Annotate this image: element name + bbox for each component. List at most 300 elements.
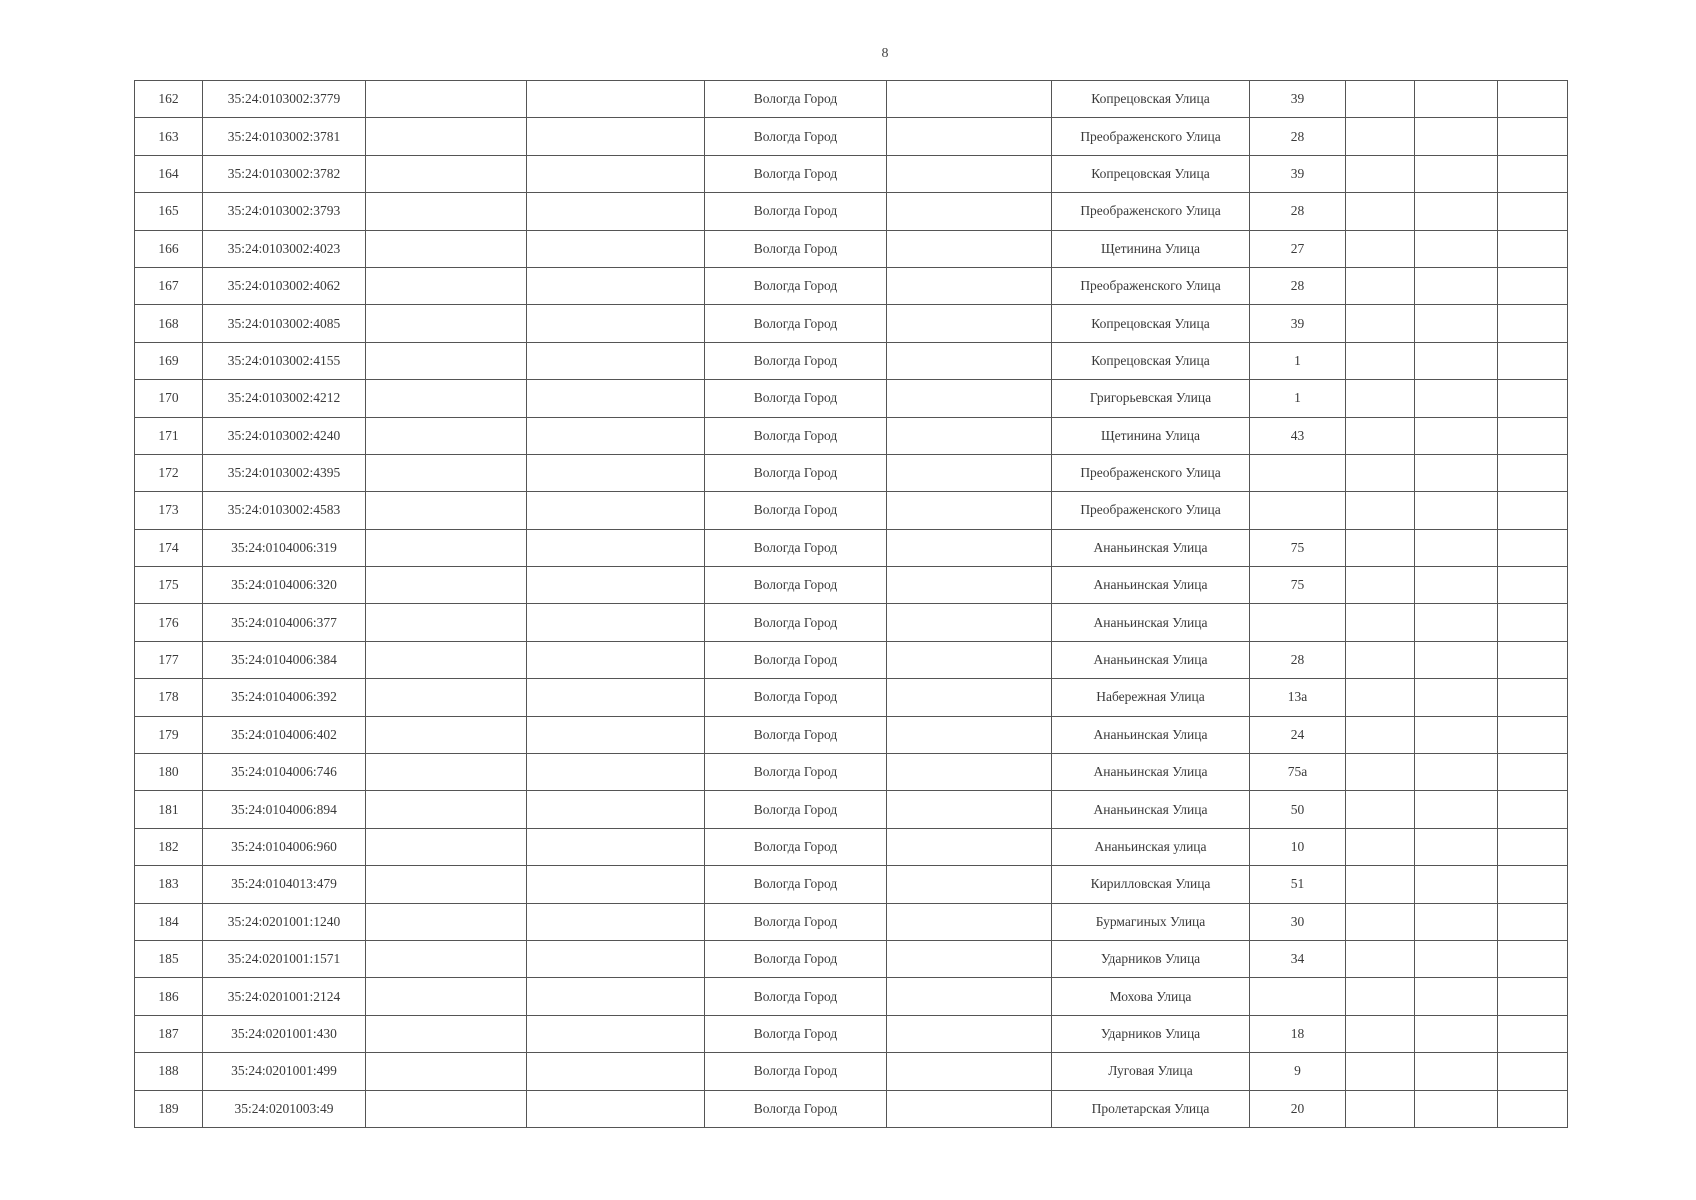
empty-cell [1346,155,1415,192]
empty-cell [1415,492,1498,529]
cadastral-number-cell: 35:24:0104006:402 [203,716,366,753]
row-number-cell: 163 [135,118,203,155]
house-number-cell: 43 [1250,417,1346,454]
empty-cell [366,754,527,791]
house-number-cell: 39 [1250,155,1346,192]
table-row [135,380,1568,417]
cadastral-number-cell: 35:24:0104006:320 [203,567,366,604]
street-cell: Копрецовская Улица [1052,305,1250,342]
street-cell: Луговая Улица [1052,1053,1250,1090]
row-number-cell: 182 [135,828,203,865]
empty-cell [1498,305,1568,342]
empty-cell [527,978,705,1015]
house-number-cell: 28 [1250,641,1346,678]
row-number-cell: 180 [135,754,203,791]
empty-cell [366,567,527,604]
empty-cell [527,305,705,342]
empty-cell [1498,81,1568,118]
empty-cell [1346,230,1415,267]
empty-cell [1498,529,1568,566]
table-row [135,791,1568,828]
empty-cell [366,978,527,1015]
table-row [135,1090,1568,1127]
empty-cell [887,679,1052,716]
cadastral-number-cell: 35:24:0103002:4023 [203,230,366,267]
empty-cell [1415,155,1498,192]
city-cell: Вологда Город [705,1053,887,1090]
empty-cell [1415,567,1498,604]
house-number-cell: 9 [1250,1053,1346,1090]
street-cell: Ананьинская Улица [1052,754,1250,791]
empty-cell [1498,230,1568,267]
empty-cell [1346,417,1415,454]
empty-cell [1346,305,1415,342]
empty-cell [1498,342,1568,379]
empty-cell [366,193,527,230]
empty-cell [1415,1090,1498,1127]
street-cell: Ударников Улица [1052,1015,1250,1052]
empty-cell [887,1015,1052,1052]
empty-cell [1346,716,1415,753]
city-cell: Вологда Город [705,978,887,1015]
empty-cell [366,940,527,977]
table-row [135,641,1568,678]
city-cell: Вологда Город [705,1090,887,1127]
empty-cell [1415,118,1498,155]
cadastral-number-cell: 35:24:0103002:3793 [203,193,366,230]
empty-cell [1346,866,1415,903]
empty-cell [1346,940,1415,977]
empty-cell [887,754,1052,791]
row-number-cell: 166 [135,230,203,267]
empty-cell [1346,118,1415,155]
empty-cell [527,417,705,454]
empty-cell [1498,978,1568,1015]
city-cell: Вологда Город [705,81,887,118]
empty-cell [1415,454,1498,491]
empty-cell [1346,81,1415,118]
row-number-cell: 184 [135,903,203,940]
table-row [135,978,1568,1015]
empty-cell [527,342,705,379]
empty-cell [527,193,705,230]
house-number-cell: 1 [1250,380,1346,417]
empty-cell [1498,641,1568,678]
cadastral-number-cell: 35:24:0103002:4062 [203,267,366,304]
street-cell: Набережная Улица [1052,679,1250,716]
cadastral-number-cell: 35:24:0104006:319 [203,529,366,566]
empty-cell [366,866,527,903]
cadastral-number-cell: 35:24:0103002:4240 [203,417,366,454]
empty-cell [527,866,705,903]
empty-cell [887,866,1052,903]
empty-cell [1346,791,1415,828]
city-cell: Вологда Город [705,754,887,791]
empty-cell [1346,1015,1415,1052]
empty-cell [366,641,527,678]
cadastral-number-cell: 35:24:0104013:479 [203,866,366,903]
street-cell: Преображенского Улица [1052,454,1250,491]
house-number-cell: 34 [1250,940,1346,977]
street-cell: Преображенского Улица [1052,267,1250,304]
table-row [135,903,1568,940]
empty-cell [527,903,705,940]
empty-cell [366,1015,527,1052]
cadastral-number-cell: 35:24:0103002:4155 [203,342,366,379]
city-cell: Вологда Город [705,342,887,379]
cadastral-number-cell: 35:24:0104006:377 [203,604,366,641]
empty-cell [887,604,1052,641]
cadastral-number-cell: 35:24:0104006:392 [203,679,366,716]
table-row [135,417,1568,454]
table-row [135,492,1568,529]
row-number-cell: 187 [135,1015,203,1052]
empty-cell [1346,267,1415,304]
empty-cell [1415,193,1498,230]
empty-cell [1346,679,1415,716]
empty-cell [366,716,527,753]
empty-cell [887,305,1052,342]
house-number-cell: 75 [1250,529,1346,566]
empty-cell [366,305,527,342]
empty-cell [1498,679,1568,716]
empty-cell [527,454,705,491]
house-number-cell: 10 [1250,828,1346,865]
empty-cell [1415,903,1498,940]
empty-cell [1346,641,1415,678]
empty-cell [1415,604,1498,641]
empty-cell [887,1090,1052,1127]
empty-cell [887,903,1052,940]
city-cell: Вологда Город [705,828,887,865]
house-number-cell: 50 [1250,791,1346,828]
street-cell: Ананьинская Улица [1052,791,1250,828]
empty-cell [366,267,527,304]
street-cell: Ананьинская Улица [1052,716,1250,753]
empty-cell [527,679,705,716]
empty-cell [1346,454,1415,491]
empty-cell [527,1090,705,1127]
empty-cell [1498,866,1568,903]
empty-cell [887,417,1052,454]
street-cell: Копрецовская Улица [1052,81,1250,118]
empty-cell [1415,305,1498,342]
city-cell: Вологда Город [705,641,887,678]
empty-cell [1498,380,1568,417]
street-cell: Пролетарская Улица [1052,1090,1250,1127]
empty-cell [887,454,1052,491]
city-cell: Вологда Город [705,567,887,604]
empty-cell [527,567,705,604]
cadastral-number-cell: 35:24:0104006:746 [203,754,366,791]
empty-cell [1498,604,1568,641]
empty-cell [1498,193,1568,230]
row-number-cell: 164 [135,155,203,192]
street-cell: Щетинина Улица [1052,230,1250,267]
empty-cell [1498,1090,1568,1127]
empty-cell [1415,866,1498,903]
empty-cell [1415,1015,1498,1052]
row-number-cell: 176 [135,604,203,641]
empty-cell [527,267,705,304]
empty-cell [1415,417,1498,454]
empty-cell [366,81,527,118]
street-cell: Кирилловская Улица [1052,866,1250,903]
empty-cell [527,791,705,828]
empty-cell [527,940,705,977]
empty-cell [887,529,1052,566]
empty-cell [1346,529,1415,566]
row-number-cell: 185 [135,940,203,977]
empty-cell [366,380,527,417]
empty-cell [527,716,705,753]
cadastral-number-cell: 35:24:0201001:2124 [203,978,366,1015]
city-cell: Вологда Город [705,155,887,192]
street-cell: Ананьинская Улица [1052,641,1250,678]
empty-cell [366,679,527,716]
street-cell: Ананьинская Улица [1052,604,1250,641]
table-row [135,567,1568,604]
cadastral-number-cell: 35:24:0103002:4395 [203,454,366,491]
empty-cell [1415,716,1498,753]
page-number: 8 [881,46,889,61]
cadastral-number-cell: 35:24:0104006:960 [203,828,366,865]
empty-cell [1415,679,1498,716]
empty-cell [1415,529,1498,566]
empty-cell [527,230,705,267]
house-number-cell: 28 [1250,267,1346,304]
cadastral-number-cell: 35:24:0201001:430 [203,1015,366,1052]
city-cell: Вологда Город [705,1015,887,1052]
table-row [135,454,1568,491]
street-cell: Преображенского Улица [1052,492,1250,529]
empty-cell [1498,903,1568,940]
row-number-cell: 173 [135,492,203,529]
city-cell: Вологда Город [705,380,887,417]
city-cell: Вологда Город [705,118,887,155]
empty-cell [1346,193,1415,230]
city-cell: Вологда Город [705,492,887,529]
empty-cell [1498,118,1568,155]
empty-cell [1346,492,1415,529]
empty-cell [887,567,1052,604]
empty-cell [887,1053,1052,1090]
empty-cell [366,155,527,192]
table-row [135,754,1568,791]
empty-cell [1415,828,1498,865]
empty-cell [366,454,527,491]
empty-cell [1415,978,1498,1015]
row-number-cell: 177 [135,641,203,678]
empty-cell [1346,828,1415,865]
empty-cell [887,118,1052,155]
house-number-cell [1250,604,1346,641]
table-row [135,230,1568,267]
city-cell: Вологда Город [705,604,887,641]
house-number-cell [1250,492,1346,529]
empty-cell [887,267,1052,304]
table-row [135,305,1568,342]
city-cell: Вологда Город [705,791,887,828]
empty-cell [887,230,1052,267]
row-number-cell: 183 [135,866,203,903]
city-cell: Вологда Город [705,903,887,940]
empty-cell [1415,1053,1498,1090]
empty-cell [1346,1090,1415,1127]
city-cell: Вологда Город [705,454,887,491]
city-cell: Вологда Город [705,940,887,977]
house-number-cell: 1 [1250,342,1346,379]
cadastral-number-cell: 35:24:0103002:4583 [203,492,366,529]
street-cell: Мохова Улица [1052,978,1250,1015]
empty-cell [366,903,527,940]
cadastral-number-cell: 35:24:0201001:499 [203,1053,366,1090]
house-number-cell: 28 [1250,193,1346,230]
empty-cell [527,492,705,529]
city-cell: Вологда Город [705,305,887,342]
empty-cell [887,978,1052,1015]
empty-cell [527,754,705,791]
empty-cell [527,828,705,865]
empty-cell [1498,267,1568,304]
empty-cell [1498,754,1568,791]
street-cell: Преображенского Улица [1052,118,1250,155]
empty-cell [1415,230,1498,267]
house-number-cell: 13а [1250,679,1346,716]
empty-cell [1498,791,1568,828]
street-cell: Ананьинская Улица [1052,529,1250,566]
house-number-cell: 28 [1250,118,1346,155]
city-cell: Вологда Город [705,529,887,566]
row-number-cell: 169 [135,342,203,379]
street-cell: Ананьинская улица [1052,828,1250,865]
empty-cell [1415,754,1498,791]
city-cell: Вологда Город [705,679,887,716]
empty-cell [527,155,705,192]
house-number-cell: 27 [1250,230,1346,267]
empty-cell [1498,454,1568,491]
empty-cell [1415,267,1498,304]
empty-cell [1498,940,1568,977]
cadastral-number-cell: 35:24:0103002:3779 [203,81,366,118]
row-number-cell: 162 [135,81,203,118]
empty-cell [887,342,1052,379]
city-cell: Вологда Город [705,267,887,304]
house-number-cell: 51 [1250,866,1346,903]
empty-cell [1498,1015,1568,1052]
row-number-cell: 188 [135,1053,203,1090]
empty-cell [527,604,705,641]
empty-cell [887,380,1052,417]
table-row [135,679,1568,716]
house-number-cell: 39 [1250,81,1346,118]
house-number-cell: 39 [1250,305,1346,342]
empty-cell [1415,641,1498,678]
cadastral-number-cell: 35:24:0201001:1571 [203,940,366,977]
cadastral-number-cell: 35:24:0103002:4212 [203,380,366,417]
empty-cell [366,1053,527,1090]
house-number-cell [1250,454,1346,491]
empty-cell [887,641,1052,678]
empty-cell [366,791,527,828]
table-row [135,118,1568,155]
table-row [135,828,1568,865]
house-number-cell: 24 [1250,716,1346,753]
empty-cell [366,118,527,155]
table-row [135,193,1568,230]
row-number-cell: 168 [135,305,203,342]
empty-cell [527,641,705,678]
house-number-cell [1250,978,1346,1015]
empty-cell [887,81,1052,118]
row-number-cell: 178 [135,679,203,716]
cadastral-number-cell: 35:24:0201003:49 [203,1090,366,1127]
empty-cell [366,604,527,641]
empty-cell [1415,380,1498,417]
city-cell: Вологда Город [705,230,887,267]
empty-cell [1346,978,1415,1015]
row-number-cell: 186 [135,978,203,1015]
street-cell: Копрецовская Улица [1052,155,1250,192]
cadastral-number-cell: 35:24:0201001:1240 [203,903,366,940]
street-cell: Преображенского Улица [1052,193,1250,230]
row-number-cell: 179 [135,716,203,753]
empty-cell [366,529,527,566]
row-number-cell: 175 [135,567,203,604]
empty-cell [1415,342,1498,379]
table-body [135,81,1568,1128]
empty-cell [887,492,1052,529]
empty-cell [1346,342,1415,379]
street-cell: Григорьевская Улица [1052,380,1250,417]
cadastral-table [134,80,1568,1128]
empty-cell [527,380,705,417]
empty-cell [887,155,1052,192]
empty-cell [1346,380,1415,417]
table-row [135,716,1568,753]
row-number-cell: 189 [135,1090,203,1127]
street-cell: Копрецовская Улица [1052,342,1250,379]
empty-cell [1498,492,1568,529]
empty-cell [1346,1053,1415,1090]
empty-cell [887,940,1052,977]
empty-cell [1346,567,1415,604]
table-row [135,1015,1568,1052]
empty-cell [1498,828,1568,865]
city-cell: Вологда Город [705,193,887,230]
empty-cell [366,828,527,865]
row-number-cell: 171 [135,417,203,454]
cadastral-number-cell: 35:24:0104006:384 [203,641,366,678]
empty-cell [366,1090,527,1127]
cadastral-number-cell: 35:24:0103002:4085 [203,305,366,342]
empty-cell [1346,604,1415,641]
table-row [135,155,1568,192]
cadastral-number-cell: 35:24:0104006:894 [203,791,366,828]
row-number-cell: 174 [135,529,203,566]
empty-cell [527,118,705,155]
empty-cell [366,492,527,529]
table-row [135,604,1568,641]
table-row [135,866,1568,903]
table-row [135,1053,1568,1090]
empty-cell [1415,791,1498,828]
row-number-cell: 165 [135,193,203,230]
empty-cell [527,81,705,118]
row-number-cell: 181 [135,791,203,828]
empty-cell [1498,1053,1568,1090]
row-number-cell: 172 [135,454,203,491]
